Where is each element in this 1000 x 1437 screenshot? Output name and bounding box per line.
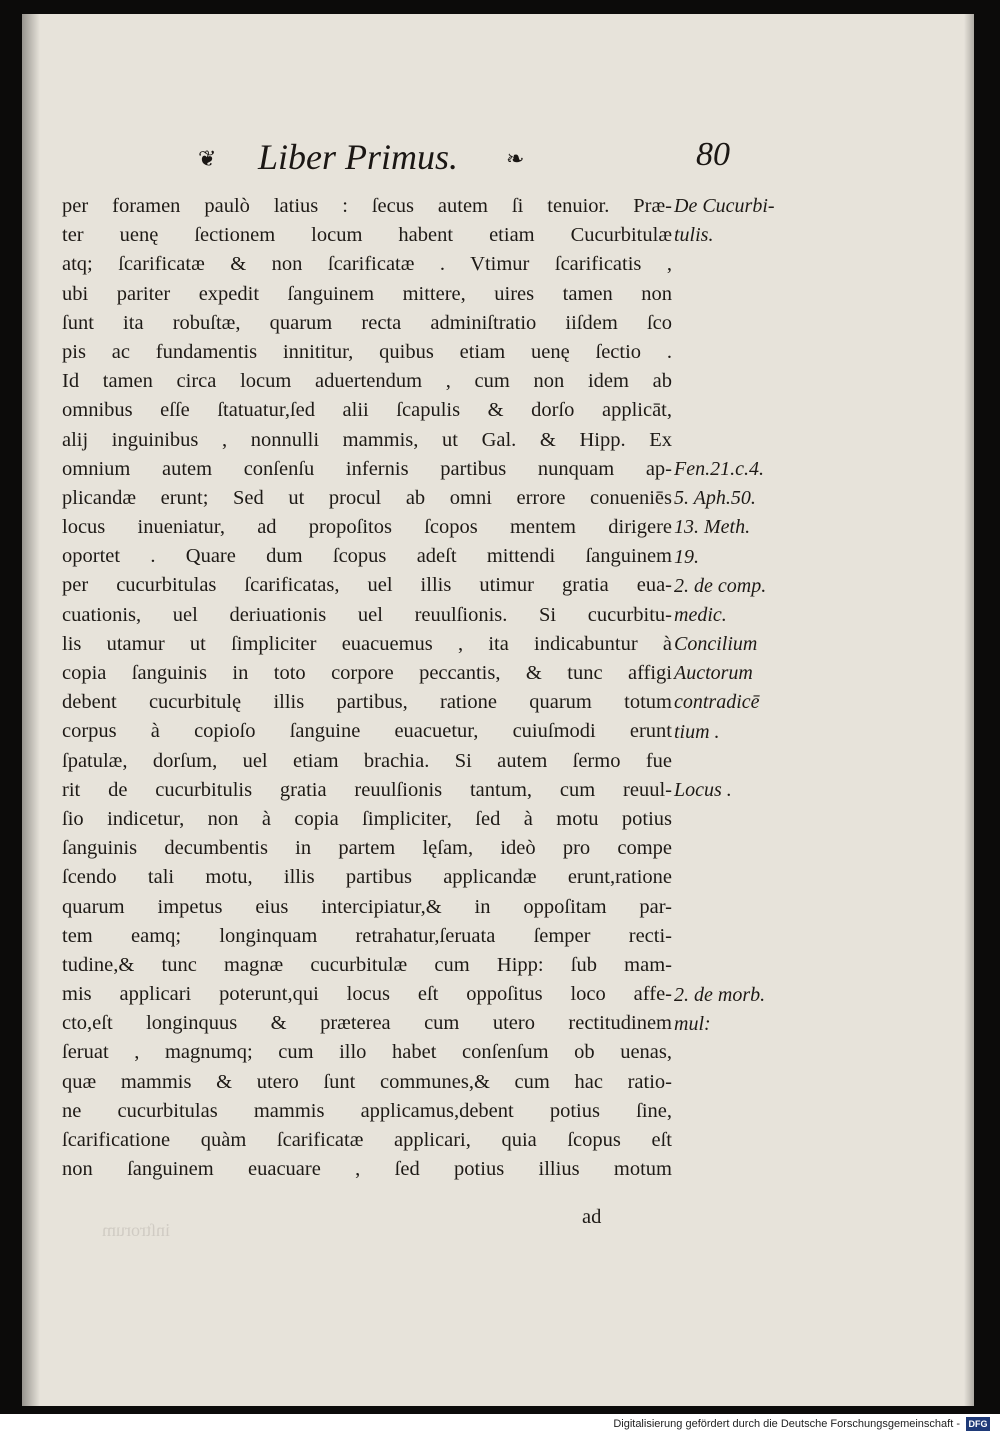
footer-bar	[0, 1414, 1000, 1437]
marginal-note	[674, 192, 814, 250]
text-line: oportet . Quare dum ſcopus adeſt mittendi ſanguinem	[62, 545, 672, 568]
marginal-note-line: medic.	[674, 604, 727, 627]
text-line: cuationis, uel deriuationis uel reuulſionis. Si cucurbitu-	[62, 603, 672, 626]
marginal-note	[674, 981, 814, 1039]
text-line: pis ac fundamentis innititur, quibus etiam uenę ſectio .	[62, 340, 672, 363]
ornament-left: ❦	[198, 146, 217, 171]
text-line: corpus à copioſo ſanguine euacuetur, cuiuſmodi erunt	[62, 720, 672, 743]
marginal-note-line: tium .	[674, 720, 720, 743]
marginal-note	[674, 455, 814, 630]
text-line: quæ mammis & utero ſunt communes,& cum hac ratio-	[62, 1070, 672, 1093]
body-text	[62, 192, 672, 1184]
text-line: ſcarificatione quàm ſcarificatæ applicari, quia ſcopus eſt	[62, 1129, 672, 1151]
text-line: ter uenę ſectionem locum habent etiam Cucurbitulæ	[62, 224, 672, 247]
running-title: Liber Primus.	[258, 137, 459, 177]
text-line: quarum impetus eius intercipiatur,& in oppoſitam par-	[62, 895, 672, 918]
text-line: atq; ſcarificatæ & non ſcarificatæ . Vtimur ſcarificatis ,	[62, 253, 672, 276]
marginal-note-line: 2. de comp.	[674, 574, 767, 597]
text-line: ſpatulæ, dorſum, uel etiam brachia. Si autem ſermo fue	[62, 749, 672, 772]
text-line: per cucurbitulas ſcarificatas, uel illis utimur gratia eua-	[62, 574, 672, 597]
footer-credit: Digitalisierung gefördert durch die Deutsche Forschungsgemeinschaft -	[613, 1418, 960, 1430]
text-line: copia ſanguinis in toto corpore peccantis, & tunc affigi	[62, 662, 672, 684]
page-number: 80	[696, 136, 730, 173]
text-line: debent cucurbitulę illis partibus, ratione quarum totum	[62, 691, 672, 714]
bleed-through-text: inſtrorum	[102, 1220, 170, 1240]
marginal-note-line: contradicē	[674, 691, 760, 714]
text-line: omnium autem conſenſu infernis partibus nunquam ap-	[62, 457, 672, 480]
marginal-note-line: Locus .	[674, 779, 732, 801]
text-line: mis applicari poterunt,qui locus eſt oppoſitus loco affe-	[62, 983, 672, 1006]
text-line: lis utamur ut ſimpliciter euacuemus , ita indicabuntur à	[62, 632, 672, 655]
text-line: cto,eſt longinquus & præterea cum utero rectitudinem	[62, 1012, 672, 1035]
ornament-right: ❧	[506, 146, 525, 171]
marginal-note-line: 19.	[674, 545, 699, 568]
text-line: tem eamq; longinquam retrahatur,ſeruata ſemper recti-	[62, 924, 672, 947]
text-line: locus inueniatur, ad propoſitos ſcopos mentem dirigere	[62, 516, 672, 539]
dfg-logo: DFG	[966, 1417, 990, 1431]
text-line: per foramen paulò latius : ſecus autem ſi tenuior. Præ-	[62, 195, 672, 217]
marginal-note-line: 13. Meth.	[674, 516, 751, 539]
marginal-note-line: Auctorum	[674, 662, 753, 685]
text-line: Id tamen circa locum aduertendum , cum non idem ab	[62, 370, 672, 393]
marginal-note	[674, 630, 814, 747]
text-line: ſeruat , magnumq; cum illo habet conſenſum ob uenas,	[62, 1041, 672, 1064]
marginal-note-line: mul:	[674, 1013, 711, 1036]
text-line: alij inguinibus , nonnulli mammis, ut Gal. & Hipp. Ex	[62, 428, 672, 451]
text-line: ubi pariter expedit ſanguinem mittere, uires tamen non	[62, 282, 672, 305]
marginal-note-line: 5. Aph.50.	[674, 487, 756, 510]
text-line: ſunt ita robuſtæ, quarum recta adminiſtratio iiſdem ſco	[62, 311, 672, 334]
text-line: ſio indicetur, non à copia ſimpliciter, ſed à motu potius	[62, 807, 672, 830]
text-line: ſanguinis decumbentis in partem lęſam, ideò pro compe	[62, 837, 672, 860]
marginal-note-line: Fen.21.c.4.	[674, 458, 764, 480]
text-line: plicandæ erunt; Sed ut procul ab omni errore conueniēs	[62, 486, 672, 509]
text-line: non ſanguinem euacuare , ſed potius illius motum	[62, 1158, 672, 1181]
text-line: ne cucurbitulas mammis applicamus,debent potius ſine,	[62, 1099, 672, 1122]
marginal-note	[674, 776, 814, 805]
book-page	[22, 14, 974, 1406]
marginal-note-line: De Cucurbi-	[674, 195, 775, 217]
text-line: omnibus eſſe ſtatuatur,ſed alii ſcapulis & dorſo applicāt,	[62, 399, 672, 422]
text-line: rit de cucurbitulis gratia reuulſionis tantum, cum reuul-	[62, 778, 672, 801]
marginal-note-line: Concilium	[674, 633, 758, 655]
marginal-note-line: 2. de morb.	[674, 984, 766, 1006]
text-line: tudine,& tunc magnæ cucurbitulæ cum Hipp: ſub mam-	[62, 953, 672, 976]
marginal-note-line: tulis.	[674, 224, 714, 247]
text-line: ſcendo tali motu, illis partibus applicandæ erunt,ratione	[62, 866, 672, 889]
catchword: ad	[582, 1206, 602, 1228]
